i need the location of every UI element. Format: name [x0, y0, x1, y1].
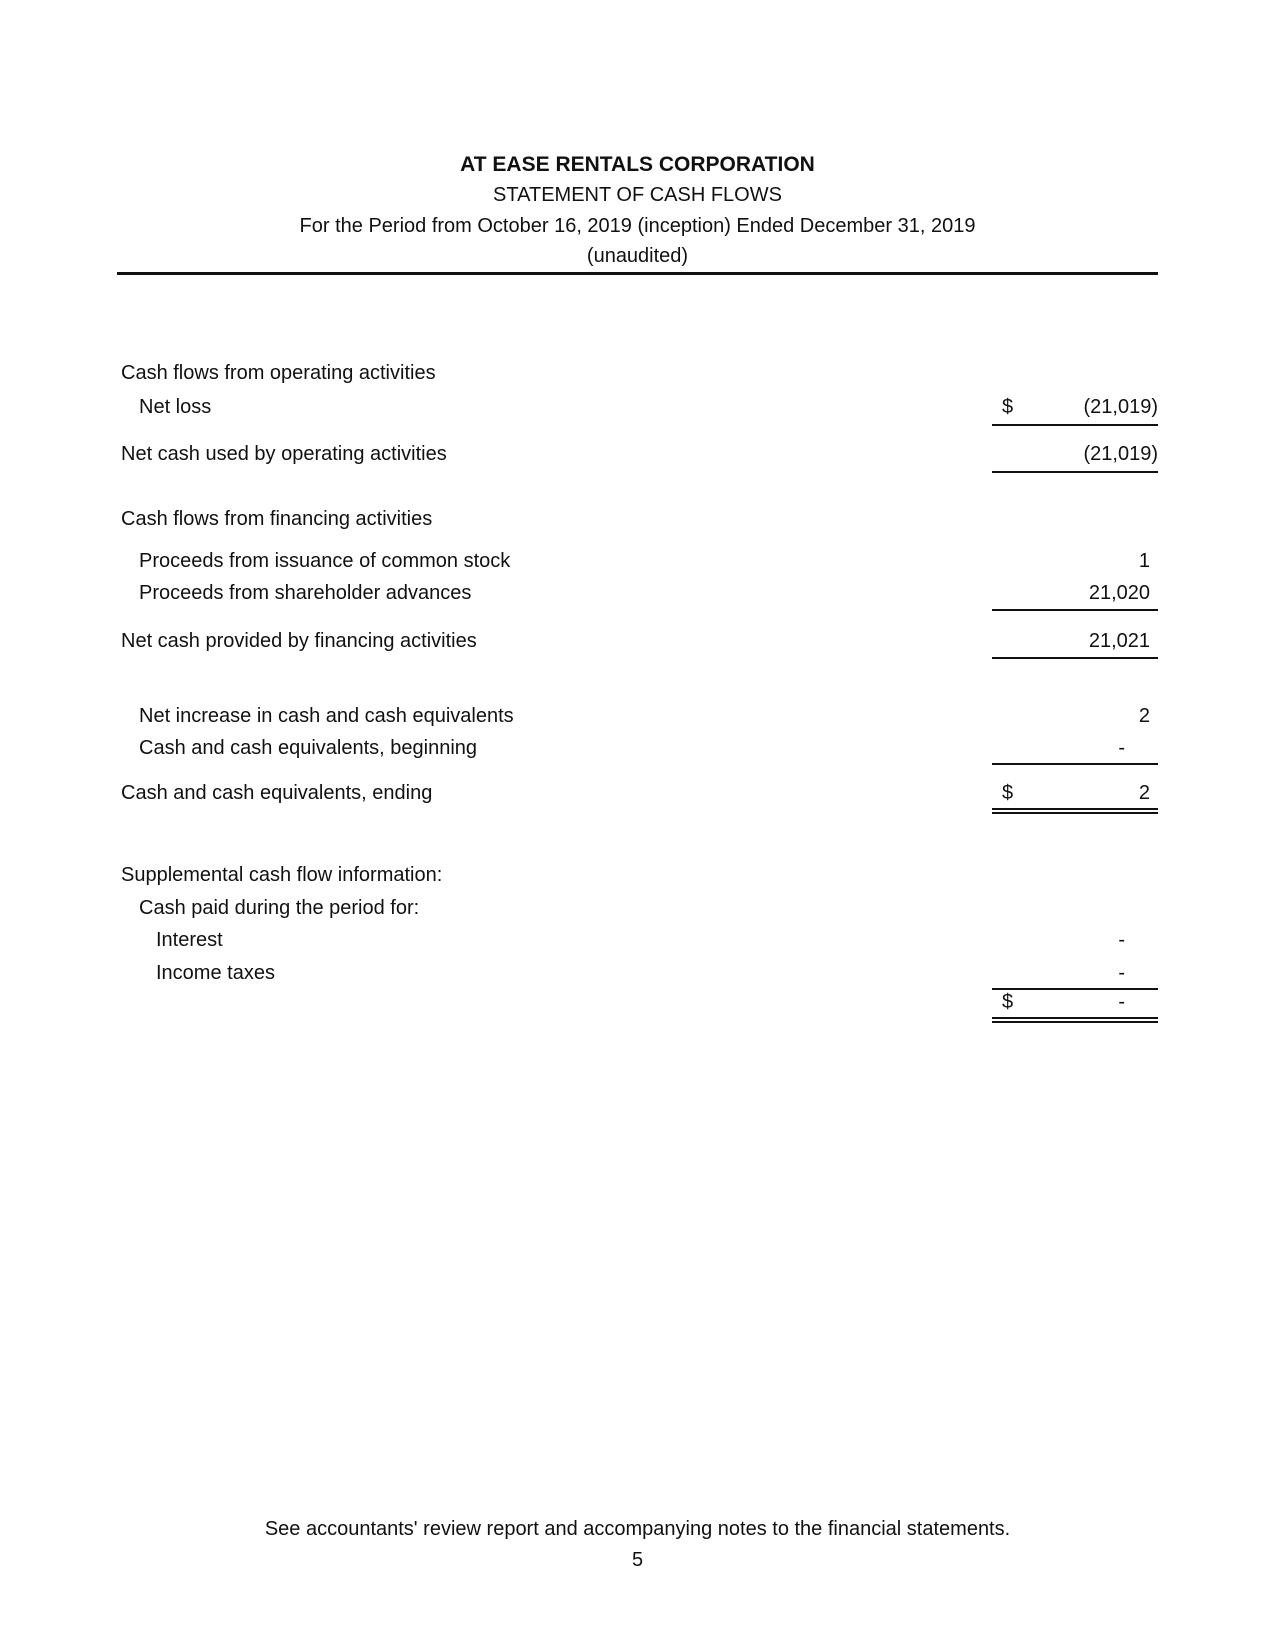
net-loss-value: (21,019): [1083, 396, 1158, 418]
cash-ending-double-underline: [992, 808, 1158, 814]
net-loss-currency: $: [1002, 396, 1014, 418]
income-taxes-label: Income taxes: [156, 962, 275, 984]
supplemental-total-double-underline: [992, 1017, 1158, 1023]
shareholder-advances-value: 21,020: [1088, 582, 1150, 604]
net-increase-label: Net increase in cash and cash equivalents: [139, 705, 514, 727]
net-loss-label: Net loss: [139, 396, 212, 418]
shareholder-advances-underline: [992, 609, 1158, 611]
income-taxes-underline: [992, 988, 1158, 990]
net-cash-financing-value: 21,021: [1088, 630, 1150, 652]
supplemental-subheading: Cash paid during the period for:: [139, 897, 420, 919]
audit-status: (unaudited): [586, 245, 689, 267]
cash-beginning-label: Cash and cash equivalents, beginning: [139, 737, 478, 759]
financing-total-underline: [992, 657, 1158, 659]
interest-value: -: [1118, 929, 1125, 951]
financing-heading: Cash flows from financing activities: [121, 508, 433, 530]
operating-total-underline: [992, 471, 1158, 473]
supplemental-total-value: -: [1118, 991, 1125, 1013]
footer-note: See accountants' review report and accompanying notes to the financial statements.: [264, 1518, 1011, 1540]
cash-ending-value: 2: [1138, 782, 1150, 804]
net-increase-value: 2: [1138, 705, 1150, 727]
income-taxes-value: -: [1118, 962, 1125, 984]
cash-beginning-value: -: [1118, 737, 1125, 759]
cash-ending-label: Cash and cash equivalents, ending: [121, 782, 433, 804]
cash-ending-currency: $: [1002, 782, 1014, 804]
net-cash-operating-value: (21,019): [1083, 443, 1158, 465]
company-name: AT EASE RENTALS CORPORATION: [460, 153, 815, 176]
operating-heading: Cash flows from operating activities: [121, 362, 436, 384]
net-cash-operating-label: Net cash used by operating activities: [121, 443, 447, 465]
common-stock-value: 1: [1138, 550, 1150, 572]
statement-period: For the Period from October 16, 2019 (inception) Ended December 31, 2019: [299, 215, 976, 237]
interest-label: Interest: [156, 929, 223, 951]
supplemental-total-currency: $: [1002, 991, 1014, 1013]
cash-beginning-underline: [992, 763, 1158, 765]
common-stock-label: Proceeds from issuance of common stock: [139, 550, 511, 572]
net-loss-underline: [992, 424, 1158, 426]
net-cash-financing-label: Net cash provided by financing activities: [121, 630, 477, 652]
shareholder-advances-label: Proceeds from shareholder advances: [139, 582, 472, 604]
page-number: 5: [631, 1549, 644, 1571]
header-divider: [117, 272, 1158, 275]
statement-title: STATEMENT OF CASH FLOWS: [493, 184, 782, 206]
supplemental-heading: Supplemental cash flow information:: [121, 864, 443, 886]
